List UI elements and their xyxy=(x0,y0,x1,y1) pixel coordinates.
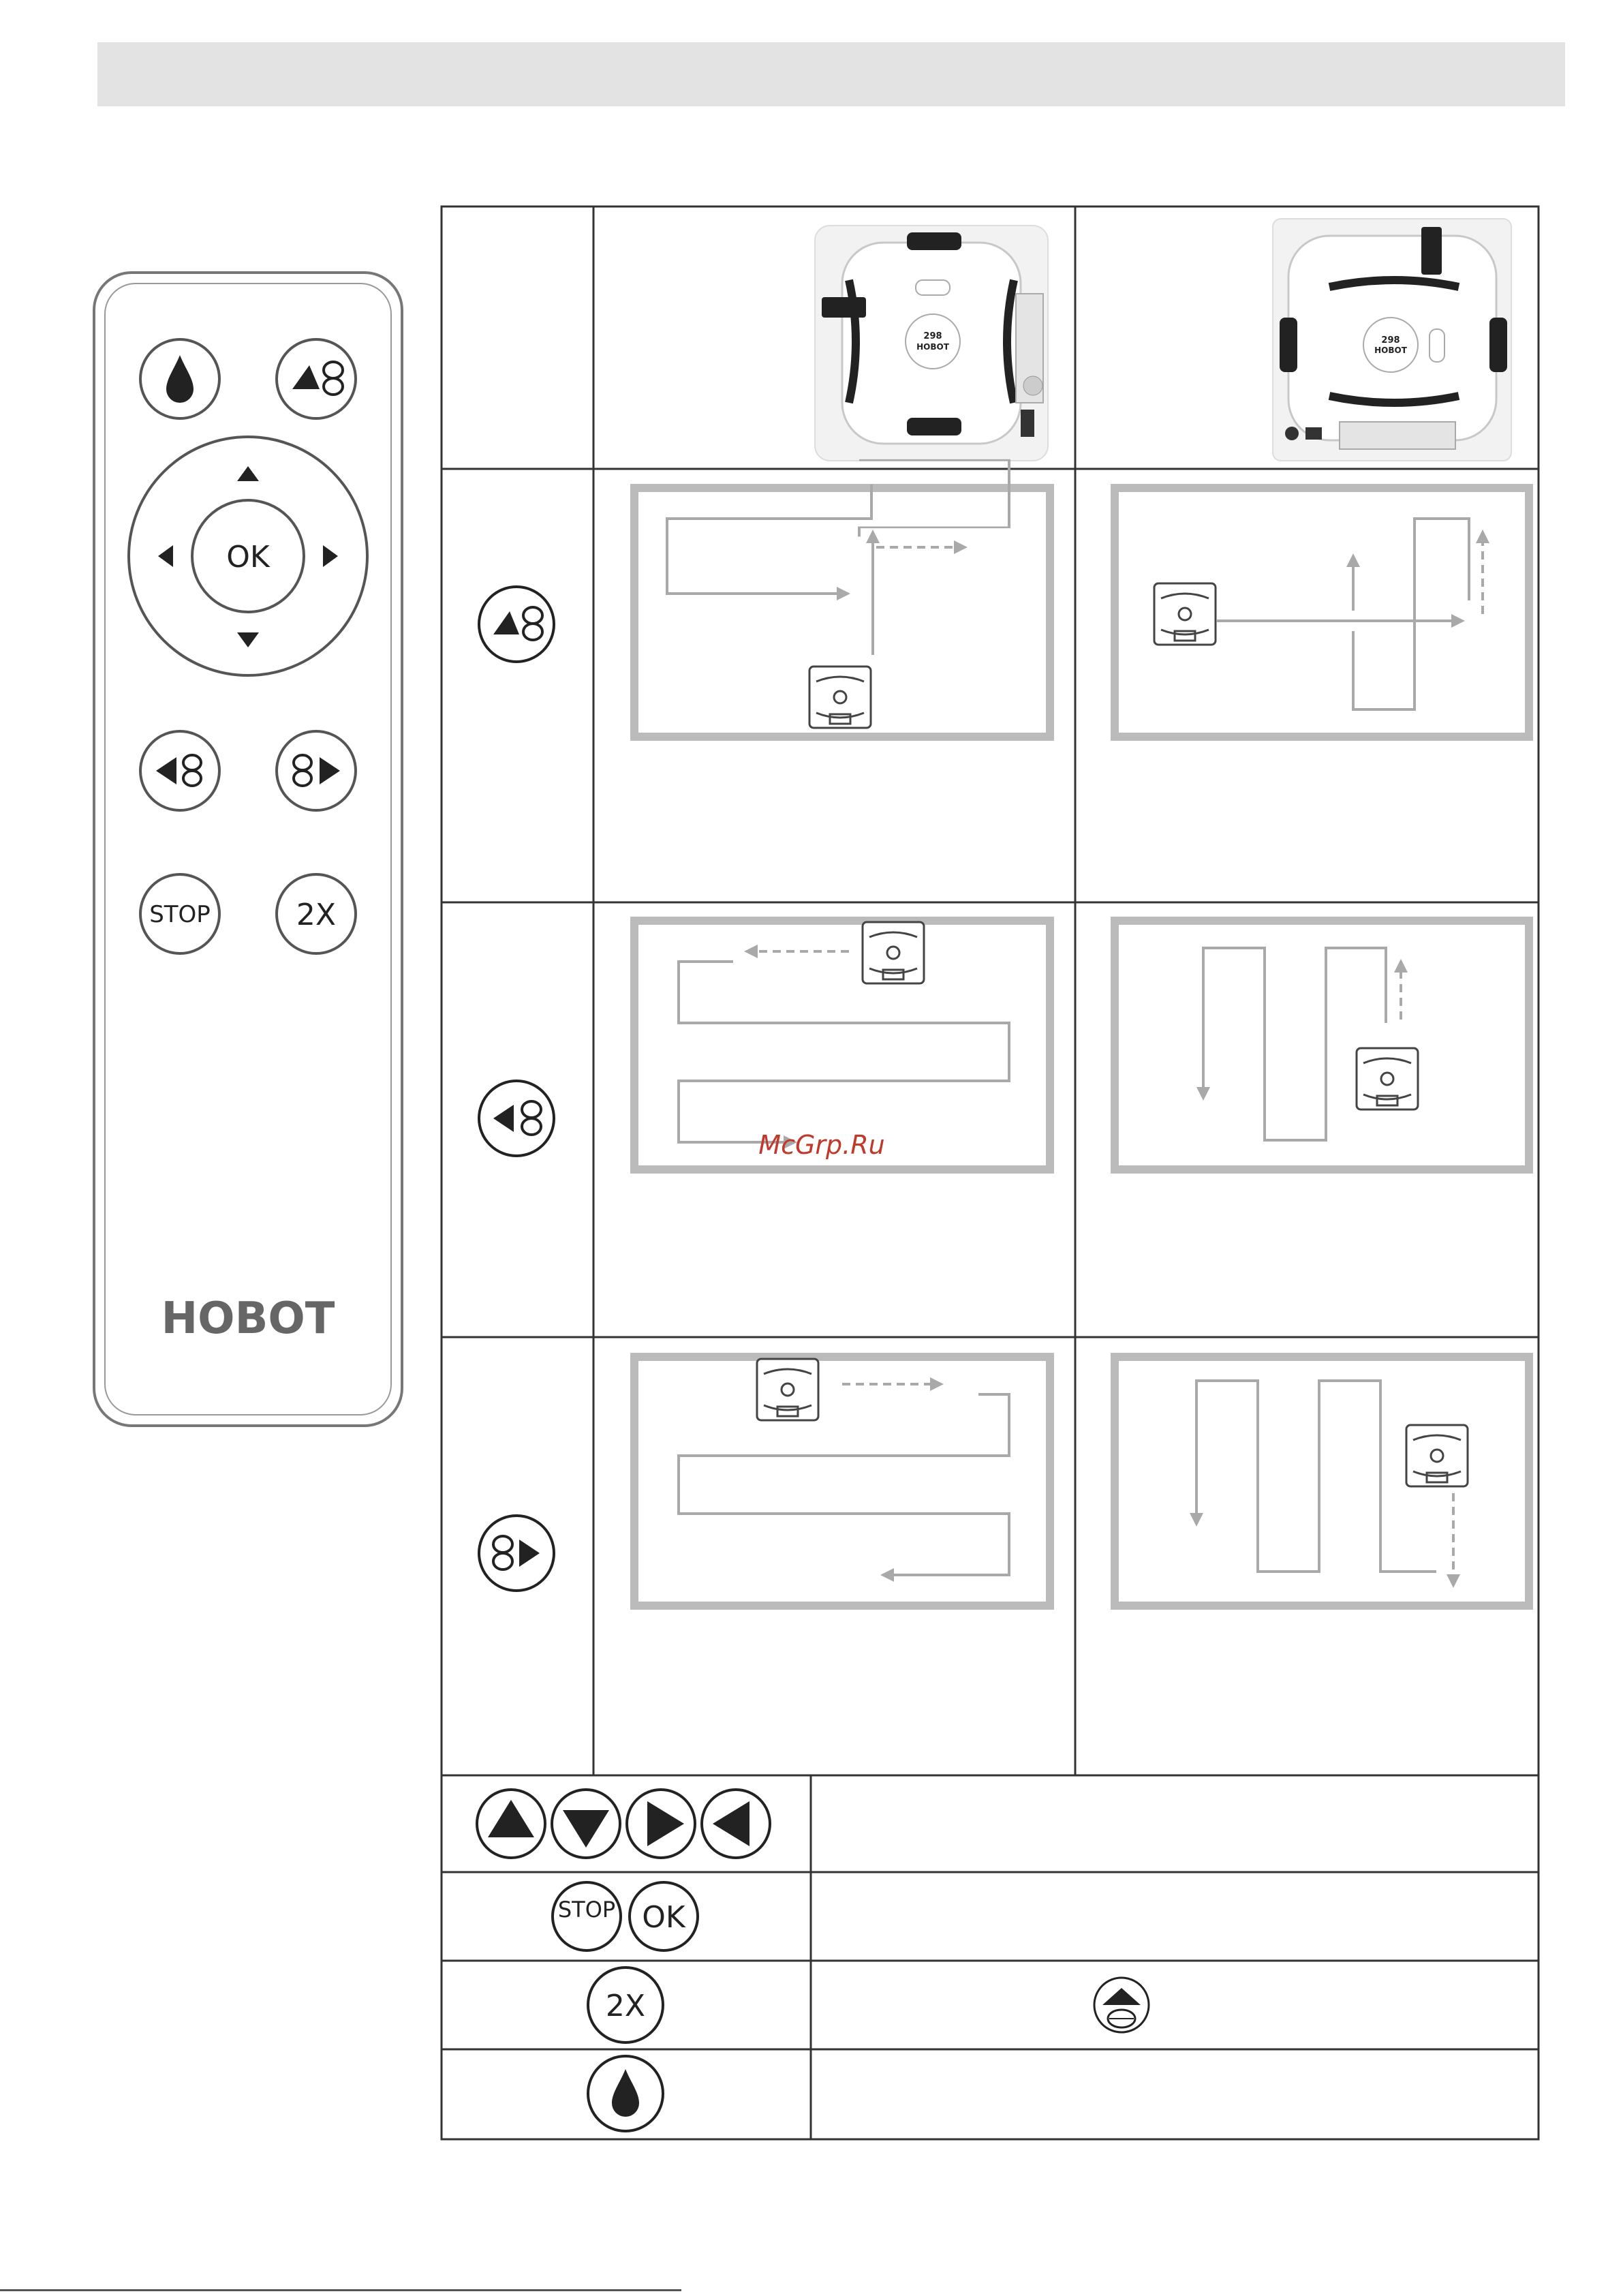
ok-button[interactable] xyxy=(192,500,304,612)
robot-icon xyxy=(863,922,924,983)
legend-double xyxy=(588,1968,1149,2042)
path-diagram-right-vertical xyxy=(634,1357,1050,1606)
badge-name: HOBOT xyxy=(1374,346,1407,355)
header-bar xyxy=(97,42,1565,106)
mode-left-button[interactable] xyxy=(140,731,219,810)
legend-stop-label: STOP xyxy=(557,1897,616,1923)
robot-photo-horizontal xyxy=(1273,219,1511,461)
robot-icon xyxy=(757,1359,818,1420)
robot-top-icon xyxy=(1094,1978,1149,2032)
legend-ok-label: OK xyxy=(642,1900,685,1935)
remote-control xyxy=(91,270,405,1428)
robot-photo-vertical xyxy=(815,226,1048,461)
legend-spray xyxy=(588,2056,663,2131)
stop-label: STOP xyxy=(149,901,211,928)
water-drop-icon xyxy=(588,2056,663,2131)
mode-right-icon xyxy=(479,1516,554,1591)
arrow-left-icon xyxy=(702,1790,770,1858)
legend-stop-ok xyxy=(553,1882,698,1950)
robot-icon xyxy=(809,667,871,728)
robot-icon xyxy=(1154,583,1216,645)
mode-left-icon xyxy=(479,1081,554,1156)
path-diagram-up-horizontal xyxy=(1115,488,1529,737)
mode-right-button[interactable] xyxy=(277,731,356,810)
robot-icon xyxy=(1406,1425,1468,1486)
direction-pad xyxy=(129,437,367,675)
ok-icon xyxy=(630,1882,698,1950)
arrow-up-icon xyxy=(477,1790,545,1858)
ok-label: OK xyxy=(226,540,270,575)
legend-arrow-buttons xyxy=(477,1790,770,1858)
arrow-down-icon xyxy=(552,1790,620,1858)
brand-logo: HOBOT xyxy=(161,1294,335,1344)
badge-model: 298 xyxy=(923,331,942,341)
spray-button[interactable] xyxy=(140,339,219,418)
robot-icon xyxy=(1357,1048,1418,1109)
path-diagram-left-horizontal xyxy=(1115,921,1529,1169)
badge-name: HOBOT xyxy=(916,342,949,352)
stop-icon xyxy=(553,1882,621,1950)
double-label: 2X xyxy=(296,898,337,932)
path-diagram-left-vertical xyxy=(634,921,1050,1169)
path-diagram-up-vertical xyxy=(634,460,1050,737)
footer-line xyxy=(0,2289,681,2291)
double-icon xyxy=(588,1968,663,2042)
mode-up-button[interactable] xyxy=(277,339,356,418)
double-clean-button[interactable] xyxy=(277,874,356,953)
legend-double-label: 2X xyxy=(605,1989,646,2023)
stop-button[interactable] xyxy=(140,874,219,953)
badge-model: 298 xyxy=(1381,335,1400,346)
mode-up-icon xyxy=(479,587,554,662)
path-diagram-right-horizontal xyxy=(1115,1357,1529,1606)
mode-table xyxy=(440,205,1540,2141)
watermark: McGrp.Ru xyxy=(758,1130,885,1160)
arrow-right-icon xyxy=(627,1790,695,1858)
